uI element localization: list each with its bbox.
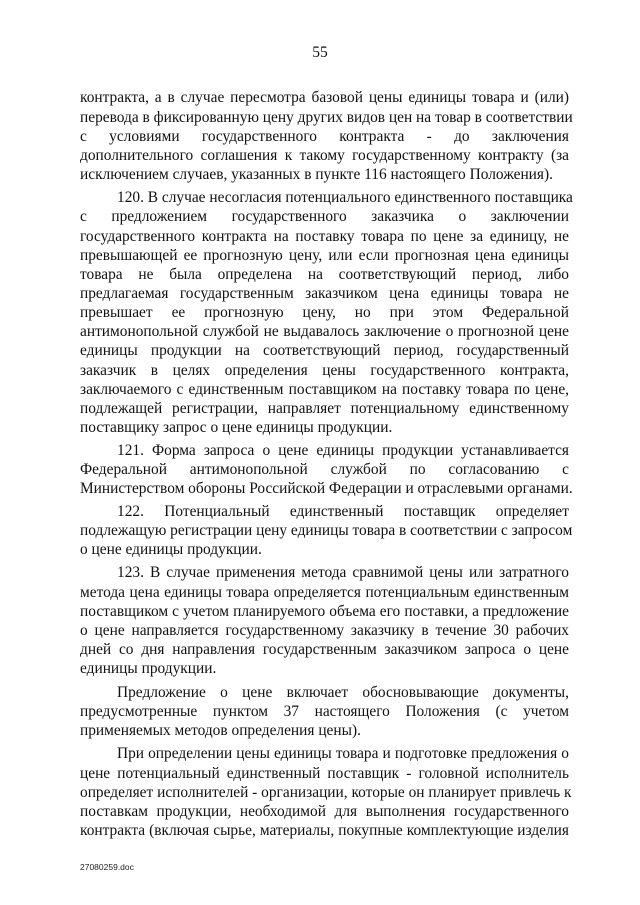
text-line: 121. Форма запроса о цене единицы продукции устанавливается — [117, 442, 569, 459]
text-line: перевода в фиксированную цену других видов цен на товар в соответствии — [80, 109, 573, 126]
text-line: поставщиком с учетом планируемого объема его поставки, а предложение — [80, 603, 569, 620]
text-line: При определении цены единицы товара и подготовке предложения о — [117, 745, 569, 762]
text-line: дополнительного соглашения к такому государственному контракту (за — [80, 147, 569, 164]
file-name-footer: 27080259.doc — [80, 862, 134, 872]
text-line: цене потенциальный единственный поставщик - головной исполнитель — [80, 765, 569, 782]
text-line: Федеральной антимонопольной службой по согласованию с — [80, 461, 569, 478]
text-line: определяет исполнителей - организации, которые он планирует привлечь к — [80, 784, 572, 801]
text-line: антимонопольной службой не выдавалось заключение о прогнозной цене — [80, 323, 569, 340]
text-line: Министерством обороны Российской Федерации и отраслевыми органами. — [80, 480, 573, 497]
text-line: о цене единицы продукции. — [80, 541, 262, 558]
text-line: Предложение о цене включает обосновывающие документы, — [117, 684, 569, 701]
text-line: поставщику запрос о цене единицы продукции. — [80, 419, 393, 436]
text-line: государственного контракта на поставку товара по цене за единицу, не — [80, 228, 569, 245]
text-line: с условиями государственного контракта - до заключения — [80, 128, 569, 145]
text-line: 122. Потенциальный единственный поставщик определяет — [117, 503, 569, 520]
text-line: единицы продукции. — [80, 660, 217, 677]
text-line: подлежащей регистрации, направляет потенциальному единственному — [80, 400, 569, 417]
text-line: единицы продукции на соответствующий период, государственный — [80, 342, 569, 359]
text-line: 123. В случае применения метода сравнимой цены или затратного — [117, 564, 569, 581]
text-line: 120. В случае несогласия потенциального единственного поставщика — [117, 189, 573, 206]
text-line: предусмотренные пунктом 37 настоящего Положения (с учетом — [80, 703, 569, 720]
text-line: заключаемого с единственным поставщиком на поставку товара по цене, — [80, 381, 569, 398]
text-line: метода цена единицы товара определяется потенциальным единственным — [80, 584, 569, 601]
page-number: 55 — [312, 44, 328, 61]
text-line: превышает ее прогнозную цену, но при этом Федеральной — [80, 304, 569, 321]
text-line: поставкам продукции, необходимой для выполнения государственного — [80, 803, 569, 820]
text-line: контракта, а в случае пересмотра базовой цены единицы товара и (или) — [80, 89, 569, 106]
text-line: подлежащую регистрации цену единицы товара в соответствии с запросом — [80, 522, 573, 539]
text-line: с предложением государственного заказчика о заключении — [80, 208, 569, 225]
text-line: превышающей ее прогнозную цену, или если прогнозная цена единицы — [80, 247, 569, 264]
text-line: исключением случаев, указанных в пункте 116 настоящего Положения). — [80, 166, 553, 183]
text-line: применяемых методов определения цены). — [80, 722, 361, 739]
text-line: заказчик в целях определения цены государственного контракта, — [80, 362, 569, 379]
text-line: предлагаемая государственным заказчиком цена единицы товара не — [80, 285, 569, 302]
text-line: о цене направляется государственному заказчику в течение 30 рабочих — [80, 622, 569, 639]
text-line: товара не была определена на соответствующий период, либо — [80, 266, 569, 283]
text-line: контракта (включая сырье, материалы, покупные комплектующие изделия — [80, 822, 569, 839]
text-line: дней со дня направления государственным заказчиком запроса о цене — [80, 641, 569, 658]
